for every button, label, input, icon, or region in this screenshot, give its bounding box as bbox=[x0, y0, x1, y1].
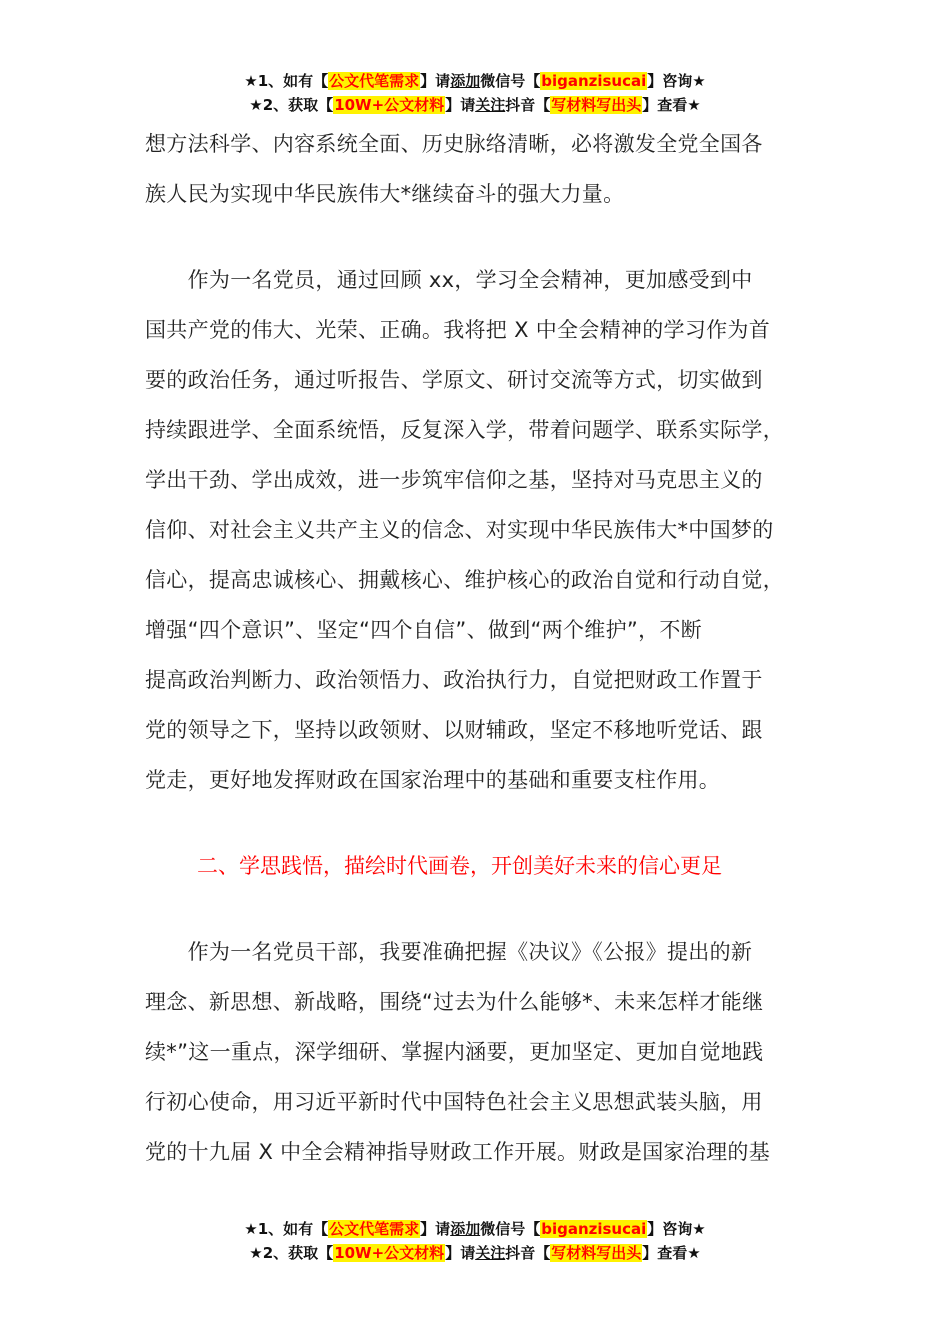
paragraph-1 bbox=[145, 119, 835, 219]
banner-highlight: 公文代笔需求 bbox=[329, 1220, 420, 1238]
text-line: 作为一名党员干部，我要准确把握《决议》《公报》提出的新 bbox=[145, 940, 753, 964]
banner-text: ★2、获取【 bbox=[249, 96, 334, 114]
banner-text: 】请 bbox=[420, 1220, 451, 1238]
banner-line-1 bbox=[0, 1217, 950, 1241]
banner-underline: 关注 bbox=[475, 96, 506, 114]
banner-text: 】查看★ bbox=[642, 96, 701, 114]
bottom-ad-banner bbox=[0, 1217, 950, 1265]
text-line: 增强“四个意识”、坚定“四个自信”、做到“两个维护”，不断 bbox=[145, 618, 702, 642]
section-heading: 二、学思践悟，描绘时代画卷，开创美好未来的信心更足 bbox=[197, 854, 722, 878]
banner-line-2 bbox=[0, 1241, 950, 1265]
banner-text: 】查看★ bbox=[642, 1244, 701, 1262]
banner-highlight: 公文代笔需求 bbox=[329, 72, 420, 90]
banner-text: 微信号【 bbox=[480, 72, 541, 90]
banner-text: 微信号【 bbox=[480, 1220, 541, 1238]
top-ad-banner bbox=[0, 69, 950, 117]
banner-text: 抖音【 bbox=[505, 1244, 551, 1262]
banner-highlight: 10W+公文材料 bbox=[334, 96, 445, 114]
text-line: 国共产党的伟大、光荣、正确。我将把 X 中全会精神的学习作为首 bbox=[145, 318, 771, 342]
banner-highlight: biganzisucai bbox=[541, 72, 647, 90]
text-line: 续*”这一重点，深学细研、掌握内涵要，更加坚定、更加自觉地践 bbox=[145, 1040, 764, 1064]
text-line: 持续跟进学、全面系统悟，反复深入学，带着问题学、联系实际学， bbox=[145, 418, 784, 442]
banner-line-1 bbox=[0, 69, 950, 93]
banner-text: ★1、如有【 bbox=[244, 72, 329, 90]
text-line: 党走，更好地发挥财政在国家治理中的基础和重要支柱作用。 bbox=[145, 768, 721, 792]
banner-highlight: 写材料写出头 bbox=[551, 1244, 642, 1262]
text-line: 学出干劲、学出成效，进一步筑牢信仰之基，坚持对马克思主义的 bbox=[145, 468, 763, 492]
banner-text: 抖音【 bbox=[505, 96, 551, 114]
banner-underline: 添加 bbox=[450, 1220, 481, 1238]
text-line: 提高政治判断力、政治领悟力、政治执行力，自觉把财政工作置于 bbox=[145, 668, 763, 692]
text-line: 作为一名党员，通过回顾 xx，学习全会精神，更加感受到中 bbox=[145, 268, 753, 292]
banner-text: 】咨询★ bbox=[647, 1220, 706, 1238]
text-line: 想方法科学、内容系统全面、历史脉络清晰，必将激发全党全国各 bbox=[145, 132, 763, 156]
banner-text: ★2、获取【 bbox=[249, 1244, 334, 1262]
text-line: 理念、新思想、新战略，围绕“过去为什么能够*、未来怎样才能继 bbox=[145, 990, 764, 1014]
banner-text: ★1、如有【 bbox=[244, 1220, 329, 1238]
text-line: 信心，提高忠诚核心、拥戴核心、维护核心的政治自觉和行动自觉， bbox=[145, 568, 784, 592]
text-line: 党的十九届 X 中全会精神指导财政工作开展。财政是国家治理的基 bbox=[145, 1140, 771, 1164]
banner-text: 】请 bbox=[445, 1244, 476, 1262]
banner-underline: 添加 bbox=[450, 72, 481, 90]
document-body bbox=[145, 119, 835, 1177]
banner-highlight: biganzisucai bbox=[541, 1220, 647, 1238]
banner-highlight: 写材料写出头 bbox=[551, 96, 642, 114]
banner-text: 】请 bbox=[445, 96, 476, 114]
text-line: 族人民为实现中华民族伟大*继续奋斗的强大力量。 bbox=[145, 182, 625, 206]
banner-highlight: 10W+公文材料 bbox=[334, 1244, 445, 1262]
text-line: 党的领导之下，坚持以政领财、以财辅政，坚定不移地听党话、跟 bbox=[145, 718, 763, 742]
text-line: 要的政治任务，通过听报告、学原文、研讨交流等方式，切实做到 bbox=[145, 368, 763, 392]
banner-underline: 关注 bbox=[475, 1244, 506, 1262]
text-line: 行初心使命，用习近平新时代中国特色社会主义思想武装头脑，用 bbox=[145, 1090, 763, 1114]
paragraph-3 bbox=[145, 927, 835, 1177]
banner-line-2 bbox=[0, 93, 950, 117]
paragraph-2 bbox=[145, 255, 835, 805]
banner-text: 】请 bbox=[420, 72, 451, 90]
text-line: 信仰、对社会主义共产主义的信念、对实现中华民族伟大*中国梦的 bbox=[145, 518, 774, 542]
banner-text: 】咨询★ bbox=[647, 72, 706, 90]
